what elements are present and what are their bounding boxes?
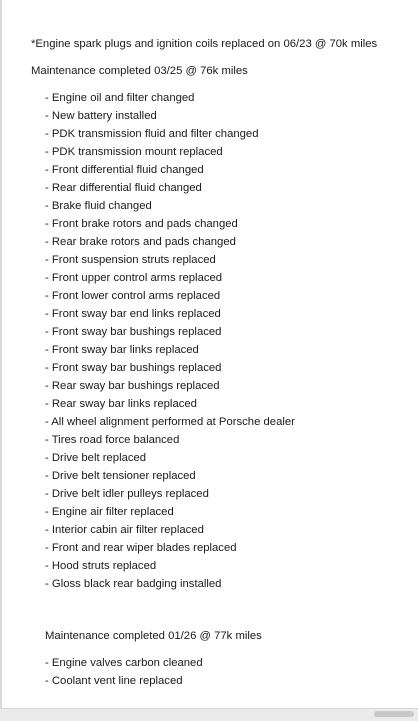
list-item: - Rear differential fluid changed — [45, 182, 202, 194]
list-item: - Drive belt replaced — [45, 452, 147, 464]
list-item: - Tires road force balanced — [45, 434, 180, 446]
list-item: - PDK transmission mount replaced — [45, 146, 223, 158]
list-item: - Coolant vent line replaced — [45, 675, 183, 687]
list-item: - Rear sway bar links replaced — [45, 398, 197, 410]
list-item: - Hood struts replaced — [45, 560, 157, 572]
spark-plug-note: *Engine spark plugs and ignition coils replaced on 06/23 @ 70k miles — [31, 38, 378, 50]
scrollbar-thumb[interactable] — [374, 711, 414, 717]
list-item: - Front upper control arms replaced — [45, 272, 223, 284]
maintenance-list-0126 — [45, 656, 203, 692]
list-item: - Drive belt tensioner replaced — [45, 470, 196, 482]
list-item: - Gloss black rear badging installed — [45, 578, 222, 590]
list-item: - Drive belt idler pulleys replaced — [45, 488, 209, 500]
list-item: - Front suspension struts replaced — [45, 254, 216, 266]
maintenance-list-0325 — [45, 91, 295, 595]
maintenance-heading-0126: Maintenance completed 01/26 @ 77k miles — [45, 630, 262, 642]
list-item: - Engine air filter replaced — [45, 506, 174, 518]
list-item: - All wheel alignment performed at Porsche dealer — [45, 416, 295, 428]
list-item: - Interior cabin air filter replaced — [45, 524, 204, 536]
list-item: - Front sway bar bushings replaced — [45, 326, 222, 338]
list-item: - Front brake rotors and pads changed — [45, 218, 238, 230]
list-item: - Rear brake rotors and pads changed — [45, 236, 236, 248]
list-item: - Rear sway bar bushings replaced — [45, 380, 220, 392]
list-item: - Front and rear wiper blades replaced — [45, 542, 237, 554]
list-item: - PDK transmission fluid and filter changed — [45, 128, 259, 140]
list-item: - Front sway bar links replaced — [45, 344, 199, 356]
list-item: - Front differential fluid changed — [45, 164, 204, 176]
list-item: - Engine valves carbon cleaned — [45, 657, 203, 669]
page-edge-divider — [0, 0, 2, 708]
list-item: - Brake fluid changed — [45, 200, 152, 212]
maintenance-heading-0325: Maintenance completed 03/25 @ 76k miles — [31, 65, 248, 77]
horizontal-scrollbar[interactable] — [0, 708, 418, 721]
list-item: - Engine oil and filter changed — [45, 92, 195, 104]
list-item: - Front lower control arms replaced — [45, 290, 221, 302]
list-item: - New battery installed — [45, 110, 157, 122]
list-item: - Front sway bar end links replaced — [45, 308, 221, 320]
list-item: - Front sway bar bushings replaced — [45, 362, 222, 374]
